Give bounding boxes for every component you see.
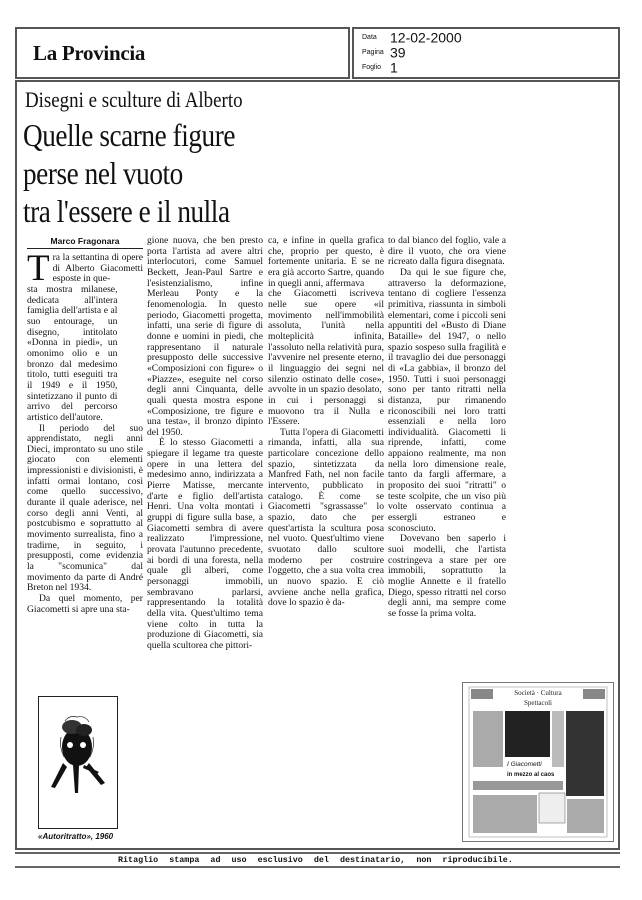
header-row bbox=[15, 27, 620, 79]
thumbnail-headline: I Giacometti bbox=[507, 760, 542, 768]
paragraph-text: ra la settantina di opere di Alberto Giacometti esposte in que- bbox=[52, 252, 143, 285]
thumbnail-drawing bbox=[463, 683, 613, 841]
info-value: 39 bbox=[390, 44, 406, 61]
thumbnail-headline: in mezzo al caos bbox=[507, 771, 555, 778]
info-label: Pagina bbox=[362, 49, 384, 57]
clipping-page bbox=[15, 27, 620, 868]
portrait-drawing bbox=[39, 697, 116, 827]
footer-disclaimer: Ritaglio stampa ad uso esclusivo del destinatario, non riproducibile. bbox=[118, 854, 513, 865]
self-portrait-figure bbox=[38, 696, 118, 842]
self-portrait-image bbox=[38, 696, 118, 829]
info-value: 1 bbox=[390, 59, 398, 76]
article-bottom-row bbox=[17, 682, 618, 842]
paragraph: Il periodo del suo apprendistato, negli anni Dieci, improntato su uno stile giocato con elementi impressionisti e divisionisti, è infatti ormai lontano, così come quello successivo, durante il quale aderisce, nel corso degli anni Venti, al postcubismo e soprattutto al movimento surrealista, fino a tradirne, in seguito, i presupposti, come evidenzia la "scomunica" dal movimento da parte di André Breton nel 1934. bbox=[27, 422, 143, 594]
paragraph: Tutta l'opera di Giacometti rimanda, infatti, alla sua particolare concezione dello spazio, sintetizzata da Manfred Fath, nel non facile intervento, pubblicato in catalogo. È come se Giacometti "sgrassasse" lo spazio, dato che per quest'artista la scultura posa nel vuoto. Quest'ultimo viene svuotato dallo scultore moderno per costruire l'oggetto, che a sua volta crea un nuovo spazio. E ciò avviene anche nella grafica, dove lo spazio è da- bbox=[268, 426, 384, 609]
article-column-4 bbox=[388, 236, 506, 620]
paragraph: gione nuova, che ben presto porta l'artista ad avere altri interlocutori, come Samuel Beckett, Jean-Paul Sartre e l'esistenzialismo, infine Merleau Ponty e la fenomenologia. In questo periodo, Giacometti progetta, infatti, una serie di figure di donne e uomini in piedi, che rappresentano il naturale presupposto delle successive «Composizioni con figure» o «Piazze», eseguite nel corso degli anni Cinquanta, delle quali questa mostra espone «Composizione, tre figure e una testa», il bronzo dipinto del 1950. bbox=[147, 235, 263, 438]
newspaper-name: La Provincia bbox=[33, 41, 146, 65]
info-page bbox=[362, 45, 406, 60]
article-frame bbox=[15, 80, 620, 850]
byline: Marco Fragonara bbox=[27, 236, 143, 249]
info-date bbox=[362, 30, 462, 45]
paragraph: to dal bianco del foglio, vale a dire il vuoto, che ora viene ricreato dalla figura disegnata. bbox=[388, 235, 506, 268]
paragraph: Da qui le sue figure che, attraverso la deformazione, tentano di cogliere l'essenza primitiva, riassunta in simboli elementari, come i piccoli seni appuntiti del «Busto di Diane Bataille» del 1947, o nello spazio sospeso sulla fragilità e il travaglio dei due personaggi di «La gabbia», il bronzo del 1950. Tutti i suoi personaggi sono per tanto ritratti nella distanza, pur rimanendo riconoscibili nei loro tratti essenziali e nella loro individualità. Giacometti li riprende, infatti, come appaiono realmente, ma non nella loro dimensione reale, tanto da fargli affermare, a proposito dei suoi "ritratti" o teste scolpite, che un viso più volte osservato continua a essergli estraneo e sconosciuto. bbox=[388, 266, 506, 534]
footer bbox=[15, 852, 620, 868]
info-label: Data bbox=[362, 34, 377, 42]
info-value: 12-02-2000 bbox=[390, 29, 462, 46]
article-headline bbox=[23, 116, 529, 230]
paragraph bbox=[27, 248, 143, 289]
headline-line: tra l'essere e il nulla bbox=[23, 193, 230, 229]
article-kicker: Disegni e sculture di Alberto bbox=[25, 87, 243, 112]
info-sheet bbox=[362, 60, 398, 75]
sartre-quote: che Giacometti iscriveva nelle sue opere «il movimento nell'immobilità assoluta, l'unità nella molteplicità infinita, l'assoluto nella relatività pura, l'avvenire nel presente eterno, il linguaggio dei segni nel silenzio ostinato delle cose», avvolte in un spazio desolato, bbox=[268, 288, 384, 396]
page-thumbnail bbox=[462, 682, 614, 842]
info-label: Foglio bbox=[362, 64, 382, 72]
newspaper-header bbox=[15, 27, 350, 79]
paragraph: Da quel momento, per Giacometti si apre una sta- bbox=[27, 593, 143, 615]
headline-line: Quelle scarne figure bbox=[23, 117, 236, 153]
image-caption: «Autoritratto», 1960 bbox=[38, 831, 114, 841]
thumbnail-section-2: Spettacoli bbox=[524, 698, 552, 707]
article-column-1 bbox=[27, 236, 143, 615]
article-column-3 bbox=[268, 236, 384, 609]
paragraph: Dovevano ben saperlo i suoi modelli, che l'artista costringeva a stare per ore immobili, soprattutto la moglie Annette e il fratello Diego, spesso ritratti nel corso degli anni, ma sempre come se fosse la prima volta. bbox=[388, 533, 506, 619]
issue-info bbox=[352, 27, 620, 79]
paragraph: È lo stesso Giacometti a spiegare il legame tra queste opere in una lettera del medesimo anno, indirizzata a Pierre Matisse, mercante d'arte e figlio dell'artista Henri. Una volta montati i gruppi di figure sulla base, a Giacometti sembra di avere realizzato l'impressione, provata l'autunno precedente, ai bordi di una foresta, nella quale gli alberi, come personaggi immobili, sembravano parlarsi, rappresentando la totalità della vita. Quest'ultimo tema viene colto in tutta la produzione di Giacometti, sia quella scultorea che pittori- bbox=[147, 437, 263, 651]
headline-line: perse nel vuoto bbox=[23, 155, 183, 191]
paragraph: in cui i personaggi si muovono tra il Nulla e l'Essere. bbox=[268, 394, 384, 428]
paragraph: sta mostra milanese, dedicata all'intera famiglia dell'artista e al suo entourage, un disegno, intitolato «Donna in piedi», un omonimo olio e un bronzo dal medesimo titolo, tutti eseguiti tra il 1949 e il 1950, sintetizzano il punto di arrivo del percorso artistico dell'autore. bbox=[27, 283, 118, 423]
article-column-2 bbox=[147, 236, 263, 652]
thumbnail-section: Società · Cultura bbox=[514, 688, 562, 697]
article-columns bbox=[17, 236, 618, 652]
drop-cap: T bbox=[27, 248, 50, 289]
paragraph: ca, e infine in quella grafica che, proprio per questo, è fortemente unitaria. E se ne era già accorto Sartre, quando in quegli anni, affermava bbox=[268, 235, 384, 289]
